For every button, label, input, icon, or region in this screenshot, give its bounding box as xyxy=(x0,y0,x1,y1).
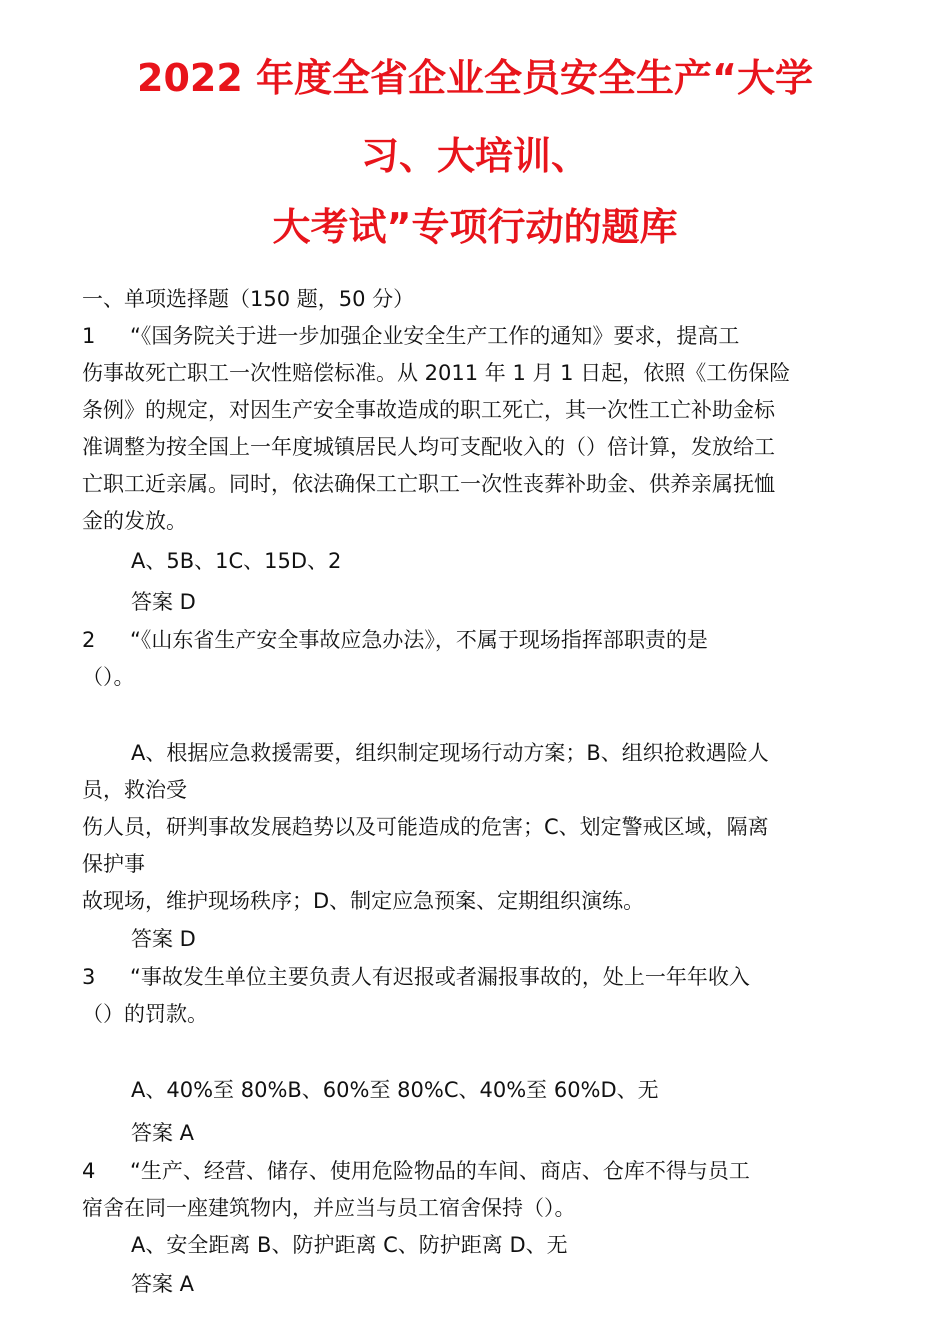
question-number: 3 xyxy=(82,965,96,989)
question-options: A、40%至 80%B、60%至 80%C、40%至 60%D、无 xyxy=(131,1078,659,1102)
question-text: 金的发放。 xyxy=(82,509,187,533)
question-text: 亡职工近亲属。同时，依法确保工亡职工一次性丧葬补助金、供养亲属抚恤 xyxy=(82,472,775,496)
question-options: 故现场，维护现场秩序；D、制定应急预案、定期组织演练。 xyxy=(82,889,645,913)
question-2-first-line xyxy=(82,625,708,655)
question-text: “《山东省生产安全事故应急办法》，不属于现场指挥部职责的是 xyxy=(130,628,708,652)
question-text: 准调整为按全国上一年度城镇居民人均可支配收入的（）倍计算，发放给工 xyxy=(82,435,775,459)
question-3-first-line xyxy=(82,962,750,992)
question-number: 4 xyxy=(82,1159,96,1183)
question-text: 宿舍在同一座建筑物内，并应当与员工宿舍保持（）。 xyxy=(82,1196,576,1220)
question-answer: 答案 D xyxy=(131,590,196,614)
question-options: 员，救治受 xyxy=(82,778,187,802)
question-options: 伤人员，研判事故发展趋势以及可能造成的危害；C、划定警戒区域，隔离 xyxy=(82,815,769,839)
question-text: “事故发生单位主要负责人有迟报或者漏报事故的，处上一年年收入 xyxy=(130,965,750,989)
question-1-first-line xyxy=(82,321,739,351)
question-options: A、5B、1C、15D、2 xyxy=(131,549,342,573)
question-number: 2 xyxy=(82,628,96,652)
title-line-3: 大考试”专项行动的题库 xyxy=(272,205,678,249)
question-options: A、根据应急救援需要，组织制定现场行动方案；B、组织抢救遇险人 xyxy=(131,741,769,765)
question-text: （）的罚款。 xyxy=(82,1002,208,1026)
question-text: “《国务院关于进一步加强企业安全生产工作的通知》要求，提高工 xyxy=(130,324,740,348)
question-text: （）。 xyxy=(82,665,135,689)
title-line-1: 2022 年度全省企业全员安全生产“大学 xyxy=(137,56,813,100)
question-answer: 答案 A xyxy=(131,1121,195,1145)
question-number: 1 xyxy=(82,324,96,348)
question-text: “生产、经营、储存、使用危险物品的车间、商店、仓库不得与员工 xyxy=(130,1159,750,1183)
question-4-first-line xyxy=(82,1156,750,1186)
question-answer: 答案 A xyxy=(131,1272,195,1296)
question-options: 保护事 xyxy=(82,852,145,876)
question-answer: 答案 D xyxy=(131,927,196,951)
title-line-2: 习、大培训、 xyxy=(360,134,589,178)
question-text: 条例》的规定，对因生产安全事故造成的职工死亡，其一次性工亡补助金标 xyxy=(82,398,775,422)
question-text: 伤事故死亡职工一次性赔偿标准。从 2011 年 1 月 1 日起，依照《工伤保险 xyxy=(82,361,791,385)
section-heading: 一、单项选择题（150 题，50 分） xyxy=(82,287,415,311)
question-options: A、安全距离 B、防护距离 C、防护距离 D、无 xyxy=(131,1233,568,1257)
